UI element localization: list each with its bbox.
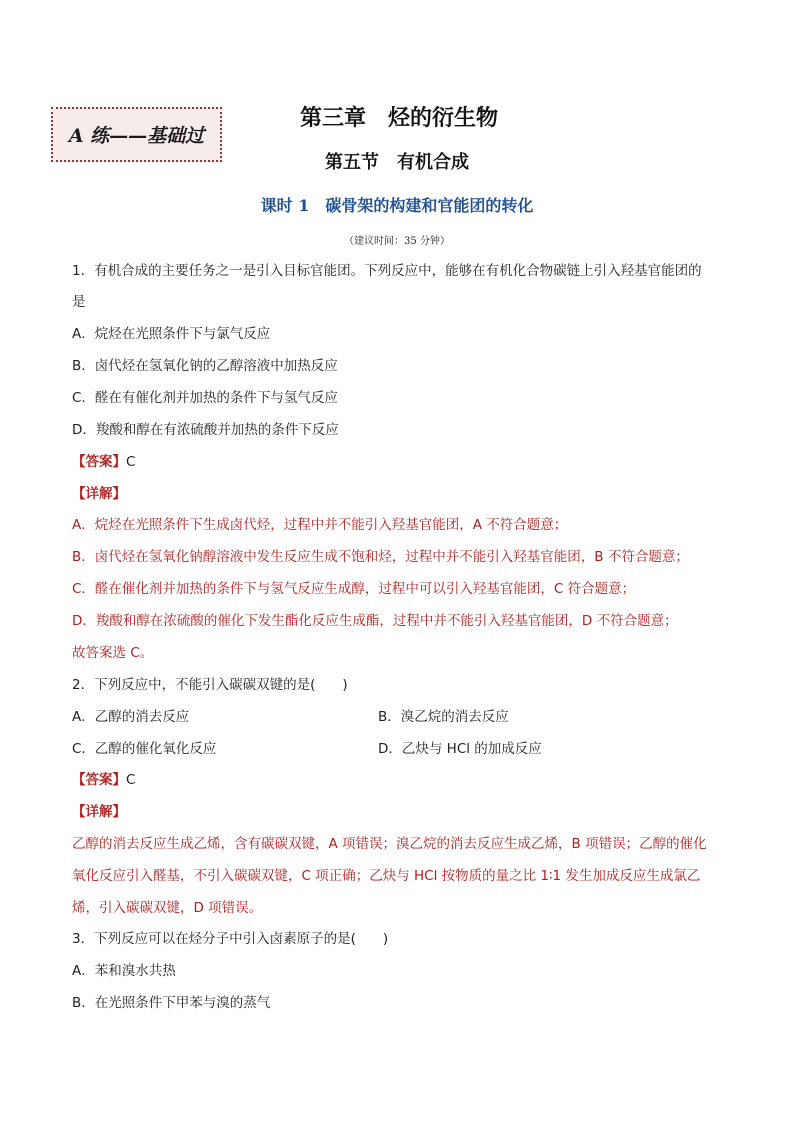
q2-answer <box>72 771 135 789</box>
q1-answer-label: 【答案】 <box>72 454 126 470</box>
q1-stem-line-1: 1．有机合成的主要任务之一是引入目标官能团。下列反应中，能够在有机化合物碳链上引入羟基官能团的 <box>72 263 702 279</box>
q2-detail-line-1: 乙醇的消去反应生成乙烯，含有碳碳双键，A 项错误；溴乙烷的消去反应生成乙烯，B 项错误；乙醇的催化 <box>72 836 707 852</box>
section-title: 第五节 有机合成 <box>325 152 469 173</box>
q1-detail-c: C．醛在催化剂并加热的条件下与氢气反应生成醇，过程中可以引入羟基官能团，C 符合题意； <box>72 581 636 597</box>
q1-answer-value: C <box>126 454 136 470</box>
q1-option-b: B．卤代烃在氢氧化钠的乙醇溶液中加热反应 <box>72 358 338 374</box>
q2-detail-label: 【详解】 <box>72 804 126 820</box>
q2-option-d: D．乙炔与 HCl 的加成反应 <box>378 741 542 757</box>
q2-answer-value: C <box>126 772 136 788</box>
q3-stem: 3．下列反应可以在烃分子中引入卤素原子的是( ) <box>72 931 389 947</box>
q3-option-b: B．在光照条件下甲苯与溴的蒸气 <box>72 995 271 1011</box>
q2-stem: 2．下列反应中，不能引入碳碳双键的是( ) <box>72 677 348 693</box>
time-hint: （建议时间：35 分钟） <box>344 236 450 247</box>
q2-option-c: C．乙醇的催化氧化反应 <box>72 741 217 757</box>
lesson-title: 课时 1 碳骨架的构建和官能团的转化 <box>260 196 534 215</box>
q1-detail-b: B．卤代烃在氢氧化钠醇溶液中发生反应生成不饱和烃，过程中并不能引入羟基官能团，B 不符合题意； <box>72 549 689 565</box>
q1-answer <box>72 453 135 471</box>
q2-detail-line-3: 烯，引入碳碳双键，D 项错误。 <box>72 900 263 916</box>
q2-option-a: A．乙醇的消去反应 <box>72 709 190 725</box>
q3-option-a: A．苯和溴水共热 <box>72 963 176 979</box>
q1-detail-a: A．烷烃在光照条件下生成卤代烃，过程中并不能引入羟基官能团，A 不符合题意； <box>72 517 568 533</box>
q1-conclusion: 故答案选 C。 <box>72 645 154 661</box>
badge-text: A 练——基础过 <box>68 125 205 147</box>
q2-answer-label: 【答案】 <box>72 772 126 788</box>
q1-detail-label: 【详解】 <box>72 486 126 502</box>
chapter-title: 第三章 烃的衍生物 <box>299 106 498 131</box>
q1-option-d: D．羧酸和醇在有浓硫酸并加热的条件下反应 <box>72 422 339 438</box>
q2-detail-line-2: 氧化反应引入醛基，不引入碳碳双键，C 项正确；乙炔与 HCl 按物质的量之比 1∶1 发生加成反应生成氯乙 <box>72 868 701 884</box>
q1-option-a: A．烷烃在光照条件下与氯气反应 <box>72 326 271 342</box>
q1-detail-d: D．羧酸和醇在浓硫酸的催化下发生酯化反应生成酯，过程中并不能引入羟基官能团，D 不符合题意； <box>72 613 678 629</box>
q2-option-b: B．溴乙烷的消去反应 <box>378 709 509 725</box>
q1-stem-line-2: 是 <box>72 294 86 310</box>
q1-option-c: C．醛在有催化剂并加热的条件下与氢气反应 <box>72 390 338 406</box>
